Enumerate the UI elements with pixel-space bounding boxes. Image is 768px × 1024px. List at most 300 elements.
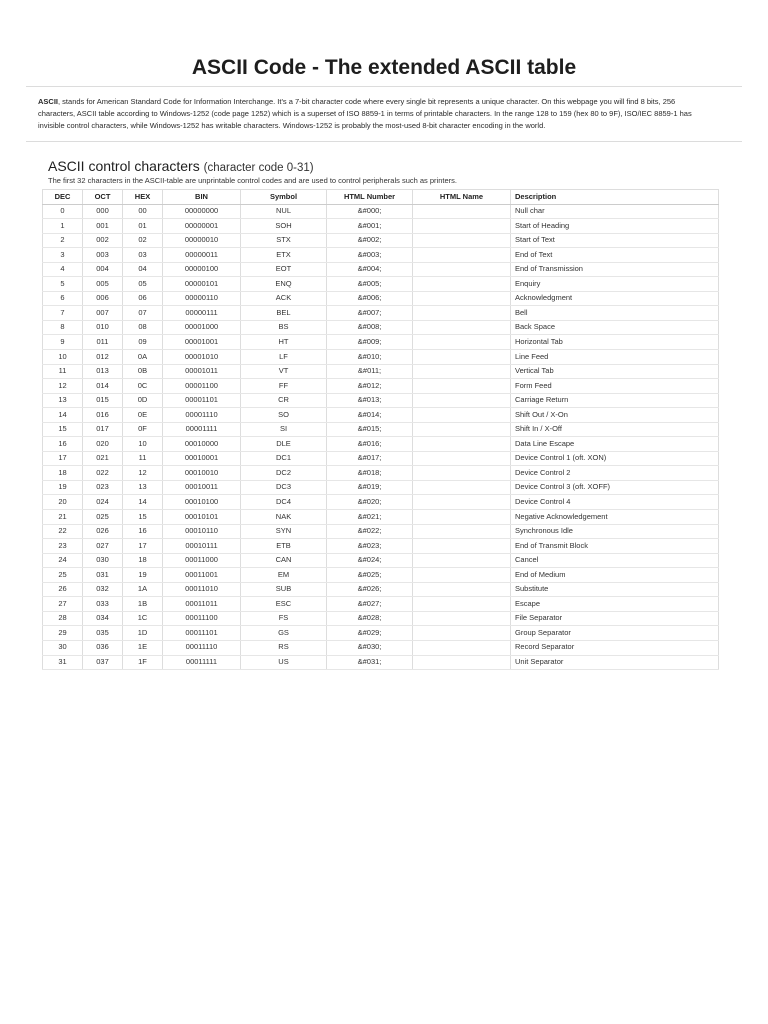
cell-oct: 013 <box>83 364 123 379</box>
cell-dec: 24 <box>43 553 83 568</box>
table-row <box>43 495 719 510</box>
section-title-main: ASCII control characters <box>48 158 200 174</box>
cell-description: Shift Out / X-On <box>511 408 719 423</box>
cell-oct: 035 <box>83 626 123 641</box>
table-row <box>43 379 719 394</box>
cell-bin: 00000110 <box>163 291 241 306</box>
cell-hex: 0E <box>123 408 163 423</box>
cell-description: Device Control 2 <box>511 466 719 481</box>
intro-divider <box>26 141 742 142</box>
cell-html-number: &#030; <box>327 640 413 655</box>
cell-bin: 00000100 <box>163 262 241 277</box>
cell-dec: 13 <box>43 393 83 408</box>
cell-html-name <box>413 262 511 277</box>
cell-dec: 10 <box>43 350 83 365</box>
cell-bin: 00011111 <box>163 655 241 670</box>
cell-symbol: ACK <box>241 291 327 306</box>
column-header-bin: BIN <box>163 190 241 205</box>
cell-oct: 004 <box>83 262 123 277</box>
cell-symbol: EOT <box>241 262 327 277</box>
cell-dec: 23 <box>43 539 83 554</box>
cell-dec: 26 <box>43 582 83 597</box>
cell-oct: 017 <box>83 422 123 437</box>
cell-bin: 00000001 <box>163 219 241 234</box>
cell-html-name <box>413 248 511 263</box>
column-header-html-name: HTML Name <box>413 190 511 205</box>
cell-html-number: &#026; <box>327 582 413 597</box>
cell-dec: 17 <box>43 451 83 466</box>
cell-description: Null char <box>511 204 719 219</box>
table-header-row <box>43 190 719 205</box>
cell-oct: 011 <box>83 335 123 350</box>
cell-html-name <box>413 451 511 466</box>
table-row <box>43 248 719 263</box>
cell-bin: 00011001 <box>163 568 241 583</box>
cell-hex: 09 <box>123 335 163 350</box>
cell-bin: 00001000 <box>163 320 241 335</box>
cell-description: Form Feed <box>511 379 719 394</box>
cell-html-name <box>413 350 511 365</box>
cell-bin: 00000000 <box>163 204 241 219</box>
cell-symbol: HT <box>241 335 327 350</box>
cell-bin: 00010100 <box>163 495 241 510</box>
table-row <box>43 291 719 306</box>
cell-html-name <box>413 364 511 379</box>
cell-html-name <box>413 597 511 612</box>
cell-symbol: SYN <box>241 524 327 539</box>
cell-oct: 026 <box>83 524 123 539</box>
cell-oct: 015 <box>83 393 123 408</box>
cell-description: Line Feed <box>511 350 719 365</box>
cell-dec: 21 <box>43 510 83 525</box>
cell-description: Negative Acknowledgement <box>511 510 719 525</box>
cell-html-number: &#005; <box>327 277 413 292</box>
cell-html-number: &#000; <box>327 204 413 219</box>
cell-description: Start of Text <box>511 233 719 248</box>
cell-html-number: &#027; <box>327 597 413 612</box>
cell-bin: 00001011 <box>163 364 241 379</box>
cell-html-name <box>413 553 511 568</box>
cell-symbol: DC3 <box>241 480 327 495</box>
cell-description: Enquiry <box>511 277 719 292</box>
table-row <box>43 422 719 437</box>
cell-symbol: LF <box>241 350 327 365</box>
section-description: The first 32 characters in the ASCII-table are unprintable control codes and are used to control peripherals such as printers. <box>48 176 457 185</box>
cell-dec: 30 <box>43 640 83 655</box>
cell-oct: 003 <box>83 248 123 263</box>
cell-description: Vertical Tab <box>511 364 719 379</box>
cell-hex: 10 <box>123 437 163 452</box>
table-row <box>43 611 719 626</box>
cell-oct: 012 <box>83 350 123 365</box>
cell-bin: 00010011 <box>163 480 241 495</box>
cell-html-number: &#024; <box>327 553 413 568</box>
cell-oct: 000 <box>83 204 123 219</box>
table-row <box>43 306 719 321</box>
cell-hex: 16 <box>123 524 163 539</box>
table-row <box>43 364 719 379</box>
cell-description: Back Space <box>511 320 719 335</box>
cell-html-name <box>413 510 511 525</box>
cell-description: Acknowledgment <box>511 291 719 306</box>
cell-bin: 00001110 <box>163 408 241 423</box>
cell-description: Escape <box>511 597 719 612</box>
cell-dec: 6 <box>43 291 83 306</box>
cell-hex: 05 <box>123 277 163 292</box>
cell-html-name <box>413 495 511 510</box>
table-row <box>43 655 719 670</box>
cell-dec: 29 <box>43 626 83 641</box>
cell-symbol: SUB <box>241 582 327 597</box>
cell-hex: 03 <box>123 248 163 263</box>
cell-oct: 025 <box>83 510 123 525</box>
cell-description: File Separator <box>511 611 719 626</box>
cell-hex: 1B <box>123 597 163 612</box>
cell-html-number: &#018; <box>327 466 413 481</box>
cell-hex: 14 <box>123 495 163 510</box>
cell-oct: 001 <box>83 219 123 234</box>
cell-html-number: &#011; <box>327 364 413 379</box>
cell-hex: 07 <box>123 306 163 321</box>
cell-symbol: BS <box>241 320 327 335</box>
table-row <box>43 640 719 655</box>
cell-symbol: SI <box>241 422 327 437</box>
cell-dec: 0 <box>43 204 83 219</box>
cell-dec: 25 <box>43 568 83 583</box>
cell-hex: 0C <box>123 379 163 394</box>
cell-hex: 1F <box>123 655 163 670</box>
cell-bin: 00011010 <box>163 582 241 597</box>
cell-description: Shift In / X-Off <box>511 422 719 437</box>
cell-html-name <box>413 320 511 335</box>
cell-symbol: EM <box>241 568 327 583</box>
cell-oct: 002 <box>83 233 123 248</box>
cell-bin: 00000111 <box>163 306 241 321</box>
cell-oct: 005 <box>83 277 123 292</box>
cell-description: Horizontal Tab <box>511 335 719 350</box>
cell-html-number: &#002; <box>327 233 413 248</box>
header-divider <box>26 86 742 87</box>
cell-dec: 27 <box>43 597 83 612</box>
cell-html-number: &#031; <box>327 655 413 670</box>
cell-html-name <box>413 437 511 452</box>
cell-symbol: BEL <box>241 306 327 321</box>
table-row <box>43 204 719 219</box>
table-row <box>43 408 719 423</box>
cell-hex: 01 <box>123 219 163 234</box>
cell-html-name <box>413 524 511 539</box>
cell-symbol: NUL <box>241 204 327 219</box>
cell-oct: 010 <box>83 320 123 335</box>
cell-description: Device Control 4 <box>511 495 719 510</box>
cell-hex: 1A <box>123 582 163 597</box>
table-row <box>43 335 719 350</box>
cell-html-number: &#014; <box>327 408 413 423</box>
cell-description: End of Transmission <box>511 262 719 277</box>
cell-symbol: DC4 <box>241 495 327 510</box>
cell-bin: 00010010 <box>163 466 241 481</box>
cell-hex: 1D <box>123 626 163 641</box>
cell-description: Data Line Escape <box>511 437 719 452</box>
cell-html-name <box>413 379 511 394</box>
section-title-range: (character code 0-31) <box>203 162 314 174</box>
table-row <box>43 553 719 568</box>
cell-html-name <box>413 480 511 495</box>
cell-symbol: RS <box>241 640 327 655</box>
cell-html-number: &#001; <box>327 219 413 234</box>
table-row <box>43 219 719 234</box>
cell-symbol: SO <box>241 408 327 423</box>
cell-html-number: &#016; <box>327 437 413 452</box>
cell-html-name <box>413 204 511 219</box>
cell-html-name <box>413 640 511 655</box>
cell-html-name <box>413 335 511 350</box>
cell-oct: 030 <box>83 553 123 568</box>
cell-html-name <box>413 655 511 670</box>
cell-dec: 31 <box>43 655 83 670</box>
cell-hex: 15 <box>123 510 163 525</box>
cell-hex: 02 <box>123 233 163 248</box>
cell-html-number: &#015; <box>327 422 413 437</box>
cell-bin: 00011000 <box>163 553 241 568</box>
cell-dec: 11 <box>43 364 83 379</box>
section-title <box>48 156 314 178</box>
cell-oct: 024 <box>83 495 123 510</box>
cell-dec: 15 <box>43 422 83 437</box>
cell-oct: 014 <box>83 379 123 394</box>
cell-dec: 8 <box>43 320 83 335</box>
cell-bin: 00010110 <box>163 524 241 539</box>
cell-html-number: &#017; <box>327 451 413 466</box>
table-row <box>43 350 719 365</box>
cell-symbol: ESC <box>241 597 327 612</box>
cell-oct: 020 <box>83 437 123 452</box>
cell-bin: 00011101 <box>163 626 241 641</box>
cell-bin: 00001010 <box>163 350 241 365</box>
cell-description: End of Medium <box>511 568 719 583</box>
cell-html-name <box>413 568 511 583</box>
cell-oct: 023 <box>83 480 123 495</box>
cell-bin: 00011100 <box>163 611 241 626</box>
table-row <box>43 597 719 612</box>
cell-bin: 00011011 <box>163 597 241 612</box>
cell-html-number: &#006; <box>327 291 413 306</box>
cell-hex: 12 <box>123 466 163 481</box>
cell-oct: 022 <box>83 466 123 481</box>
table-row <box>43 626 719 641</box>
cell-bin: 00000010 <box>163 233 241 248</box>
cell-symbol: SOH <box>241 219 327 234</box>
cell-html-number: &#013; <box>327 393 413 408</box>
cell-oct: 032 <box>83 582 123 597</box>
cell-symbol: VT <box>241 364 327 379</box>
cell-html-name <box>413 582 511 597</box>
cell-html-number: &#019; <box>327 480 413 495</box>
cell-symbol: FS <box>241 611 327 626</box>
cell-html-number: &#009; <box>327 335 413 350</box>
cell-hex: 1E <box>123 640 163 655</box>
cell-symbol: DC2 <box>241 466 327 481</box>
cell-description: Synchronous Idle <box>511 524 719 539</box>
cell-html-number: &#012; <box>327 379 413 394</box>
table-row <box>43 262 719 277</box>
table-row <box>43 568 719 583</box>
cell-dec: 7 <box>43 306 83 321</box>
cell-oct: 031 <box>83 568 123 583</box>
column-header-symbol: Symbol <box>241 190 327 205</box>
cell-dec: 9 <box>43 335 83 350</box>
cell-html-name <box>413 466 511 481</box>
cell-hex: 00 <box>123 204 163 219</box>
cell-description: Unit Separator <box>511 655 719 670</box>
column-header-hex: HEX <box>123 190 163 205</box>
cell-html-number: &#023; <box>327 539 413 554</box>
cell-hex: 0A <box>123 350 163 365</box>
table-row <box>43 582 719 597</box>
cell-description: Substitute <box>511 582 719 597</box>
cell-bin: 00000011 <box>163 248 241 263</box>
cell-html-number: &#008; <box>327 320 413 335</box>
cell-dec: 5 <box>43 277 83 292</box>
table-row <box>43 277 719 292</box>
intro-text: , stands for American Standard Code for Information Interchange. It's a 7-bit character code where every single bit represents a unique character. On this webpage you will find 8 bits, 256 characters, ASCII table according to Windows-1252 (code page 1252) which is a superset of ISO 8859-1 in terms of printable characters. In the range 128 to 159 (hex 80 to 9F), ISO/IEC 8859-1 has invisible control characters, while Windows-1252 has writable characters. Windows-1252 is probably the most-used 8-bit character encoding in the world. <box>38 97 692 130</box>
cell-dec: 4 <box>43 262 83 277</box>
cell-bin: 00001001 <box>163 335 241 350</box>
cell-symbol: US <box>241 655 327 670</box>
cell-description: Device Control 1 (oft. XON) <box>511 451 719 466</box>
cell-html-name <box>413 219 511 234</box>
cell-html-name <box>413 291 511 306</box>
cell-hex: 11 <box>123 451 163 466</box>
column-header-dec: DEC <box>43 190 83 205</box>
cell-hex: 06 <box>123 291 163 306</box>
cell-oct: 007 <box>83 306 123 321</box>
table-row <box>43 524 719 539</box>
cell-dec: 19 <box>43 480 83 495</box>
cell-html-number: &#025; <box>327 568 413 583</box>
cell-oct: 033 <box>83 597 123 612</box>
table-row <box>43 480 719 495</box>
column-header-oct: OCT <box>83 190 123 205</box>
cell-oct: 036 <box>83 640 123 655</box>
cell-oct: 034 <box>83 611 123 626</box>
cell-description: Device Control 3 (oft. XOFF) <box>511 480 719 495</box>
cell-html-number: &#007; <box>327 306 413 321</box>
intro-paragraph <box>38 96 706 132</box>
cell-bin: 00000101 <box>163 277 241 292</box>
cell-symbol: ETX <box>241 248 327 263</box>
cell-dec: 28 <box>43 611 83 626</box>
cell-oct: 027 <box>83 539 123 554</box>
cell-hex: 08 <box>123 320 163 335</box>
cell-description: Group Separator <box>511 626 719 641</box>
cell-bin: 00010001 <box>163 451 241 466</box>
column-header-html-number: HTML Number <box>327 190 413 205</box>
cell-oct: 006 <box>83 291 123 306</box>
cell-symbol: ETB <box>241 539 327 554</box>
cell-bin: 00011110 <box>163 640 241 655</box>
cell-dec: 22 <box>43 524 83 539</box>
cell-bin: 00001111 <box>163 422 241 437</box>
cell-hex: 13 <box>123 480 163 495</box>
cell-hex: 18 <box>123 553 163 568</box>
intro-keyword: ASCII <box>38 97 59 106</box>
cell-html-name <box>413 393 511 408</box>
cell-bin: 00010111 <box>163 539 241 554</box>
cell-hex: 04 <box>123 262 163 277</box>
cell-bin: 00010101 <box>163 510 241 525</box>
ascii-control-table <box>42 189 719 670</box>
cell-symbol: DC1 <box>241 451 327 466</box>
cell-description: End of Text <box>511 248 719 263</box>
cell-oct: 021 <box>83 451 123 466</box>
cell-html-number: &#022; <box>327 524 413 539</box>
cell-description: Record Separator <box>511 640 719 655</box>
cell-symbol: ENQ <box>241 277 327 292</box>
cell-html-name <box>413 306 511 321</box>
cell-html-number: &#003; <box>327 248 413 263</box>
cell-dec: 2 <box>43 233 83 248</box>
cell-symbol: NAK <box>241 510 327 525</box>
cell-html-number: &#028; <box>327 611 413 626</box>
cell-description: Bell <box>511 306 719 321</box>
cell-dec: 20 <box>43 495 83 510</box>
cell-bin: 00001100 <box>163 379 241 394</box>
cell-html-name <box>413 233 511 248</box>
cell-dec: 1 <box>43 219 83 234</box>
cell-dec: 12 <box>43 379 83 394</box>
cell-html-number: &#010; <box>327 350 413 365</box>
column-header-description: Description <box>511 190 719 205</box>
cell-html-name <box>413 277 511 292</box>
cell-oct: 037 <box>83 655 123 670</box>
cell-html-name <box>413 422 511 437</box>
table-body <box>43 204 719 670</box>
cell-html-number: &#004; <box>327 262 413 277</box>
cell-html-number: &#029; <box>327 626 413 641</box>
cell-hex: 19 <box>123 568 163 583</box>
cell-hex: 0D <box>123 393 163 408</box>
cell-symbol: CAN <box>241 553 327 568</box>
cell-html-number: &#020; <box>327 495 413 510</box>
cell-dec: 18 <box>43 466 83 481</box>
cell-html-name <box>413 611 511 626</box>
table-row <box>43 466 719 481</box>
cell-bin: 00001101 <box>163 393 241 408</box>
cell-dec: 3 <box>43 248 83 263</box>
cell-hex: 0F <box>123 422 163 437</box>
cell-symbol: GS <box>241 626 327 641</box>
cell-html-name <box>413 408 511 423</box>
cell-description: Cancel <box>511 553 719 568</box>
cell-symbol: DLE <box>241 437 327 452</box>
cell-html-number: &#021; <box>327 510 413 525</box>
cell-description: End of Transmit Block <box>511 539 719 554</box>
cell-symbol: CR <box>241 393 327 408</box>
cell-description: Carriage Return <box>511 393 719 408</box>
table-row <box>43 320 719 335</box>
cell-symbol: FF <box>241 379 327 394</box>
cell-hex: 17 <box>123 539 163 554</box>
cell-html-name <box>413 539 511 554</box>
table-row <box>43 451 719 466</box>
table-row <box>43 393 719 408</box>
cell-oct: 016 <box>83 408 123 423</box>
table-row <box>43 510 719 525</box>
cell-dec: 16 <box>43 437 83 452</box>
cell-symbol: STX <box>241 233 327 248</box>
cell-bin: 00010000 <box>163 437 241 452</box>
